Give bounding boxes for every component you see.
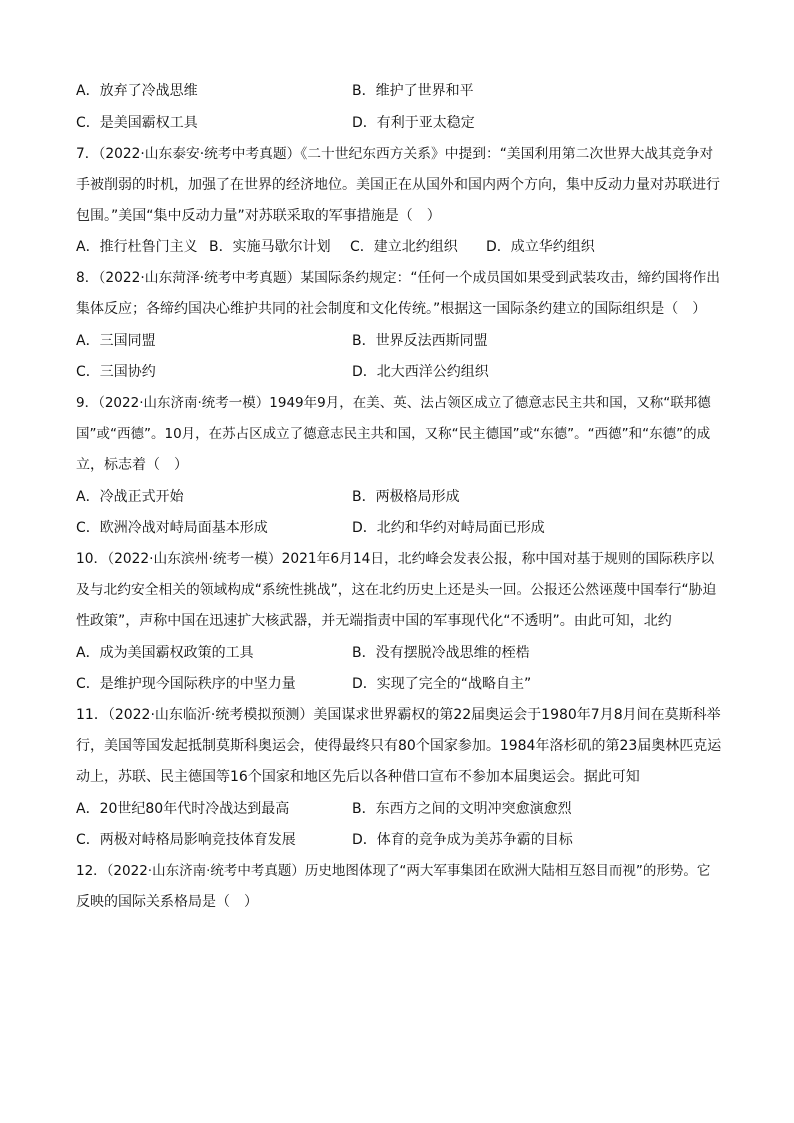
q8-stem-line-1: 8．（2022·山东菏泽·统考中考真题）某国际条约规定：“任何一个成员国如果受到武装攻击，缔约国将作出 — [76, 270, 720, 286]
q11-stem-line-1: 11．（2022·山东临沂·统考模拟预测）美国谋求世界霸权的第22届奥运会于1980年7月8月间在莫斯科举 — [76, 707, 721, 723]
q9-stem-line-2: 国”或“西德”。10月，在苏占区成立了德意志民主共和国，又称“民主德国”或“东德”。“西德”和“东德”的成 — [76, 426, 711, 442]
q7-stem-line-2: 手被削弱的时机，加强了在世界的经济地位。美国正在从国外和国内两个方向，集中反动力量对苏联进行 — [76, 177, 720, 193]
q10-option-d: D．实现了完全的“战略自主” — [352, 676, 532, 692]
q6-option-b: B．维护了世界和平 — [352, 83, 474, 99]
q7-option-c: C．建立北约组织 — [350, 239, 458, 255]
q8-option-c: C．三国协约 — [76, 364, 156, 380]
q10-option-a: A．成为美国霸权政策的工具 — [76, 645, 254, 661]
q9-option-c: C．欧洲冷战对峙局面基本形成 — [76, 520, 268, 536]
q7-option-b: B．实施马歇尔计划 — [209, 239, 331, 255]
q9-options-row-1 — [76, 487, 721, 507]
q6-option-c: C．是美国霸权工具 — [76, 115, 198, 131]
q11-options-row-1 — [76, 799, 721, 819]
q12-stem-line-2: 反映的国际关系格局是（ ） — [76, 894, 258, 910]
q7-options-row — [76, 237, 721, 257]
q8-option-d: D．北大西洋公约组织 — [352, 364, 489, 380]
q10-stem-line-1: 10．（2022·山东滨州·统考一模）2021年6月14日，北约峰会发表公报，称中国对基于规则的国际秩序以 — [76, 551, 715, 567]
q6-option-d: D．有利于亚太稳定 — [352, 115, 475, 131]
q10-option-b: B．没有摆脱冷战思维的桎梏 — [352, 645, 530, 661]
q11-option-d: D．体育的竞争成为美苏争霸的目标 — [352, 832, 573, 848]
q11-stem-line-3: 动上，苏联、民主德国等16个国家和地区先后以各种借口宣布不参加本届奥运会。据此可知 — [76, 769, 640, 785]
q6-options-row-2 — [76, 113, 721, 133]
q8-option-a: A．三国同盟 — [76, 333, 156, 349]
q9-option-a: A．冷战正式开始 — [76, 489, 184, 505]
q6-options-row-1 — [76, 81, 721, 101]
q8-option-b: B．世界反法西斯同盟 — [352, 333, 488, 349]
q9-option-b: B．两极格局形成 — [352, 489, 460, 505]
q7-stem-line-1: 7．（2022·山东泰安·统考中考真题）《二十世纪东西方关系》中提到：“美国利用第二次世界大战其竞争对 — [76, 146, 714, 162]
q11-option-a: A．20世纪80年代时冷战达到最高 — [76, 801, 290, 817]
q9-stem-line-1: 9．（2022·山东济南·统考一模）1949年9月，在美、英、法占领区成立了德意志民主共和国，又称“联邦德 — [76, 395, 711, 411]
q10-stem-line-2: 及与北约安全相关的领域构成“系统性挑战”，这在北约历史上还是头一回。公报还公然诬蔑中国奉行“胁迫 — [76, 582, 717, 598]
q11-option-b: B．东西方之间的文明冲突愈演愈烈 — [352, 801, 572, 817]
q7-option-d: D．成立华约组织 — [486, 239, 595, 255]
q8-options-row-2 — [76, 362, 721, 382]
q11-options-row-2 — [76, 830, 721, 850]
q10-option-c: C．是维护现今国际秩序的中坚力量 — [76, 676, 296, 692]
q8-stem-line-2: 集体反应；各缔约国决心维护共同的社会制度和文化传统。”根据这一国际条约建立的国际组织是（ ） — [76, 301, 707, 317]
q9-stem-line-3: 立，标志着（ ） — [76, 457, 188, 473]
q6-option-a: A．放弃了冷战思维 — [76, 83, 198, 99]
q7-stem-line-3: 包围。”美国“集中反动力量”对苏联采取的军事措施是（ ） — [76, 208, 441, 224]
q10-options-row-2 — [76, 674, 721, 694]
q12-stem-line-1: 12．（2022·山东济南·统考中考真题）历史地图体现了“两大军事集团在欧洲大陆相互怒目而视”的形势。它 — [76, 863, 711, 879]
q9-options-row-2 — [76, 518, 721, 538]
q10-stem-line-3: 性政策”，声称中国在迅速扩大核武器，并无端指责中国的军事现代化“不透明”。由此可知，北约 — [76, 613, 672, 629]
q8-options-row-1 — [76, 331, 721, 351]
q10-options-row-1 — [76, 643, 721, 663]
q11-option-c: C．两极对峙格局影响竞技体育发展 — [76, 832, 296, 848]
q7-option-a: A．推行杜鲁门主义 — [76, 239, 198, 255]
q11-stem-line-2: 行，美国等国发起抵制莫斯科奥运会，使得最终只有80个国家参加。1984年洛杉矶的第23届奥林匹克运 — [76, 738, 722, 754]
q9-option-d: D．北约和华约对峙局面已形成 — [352, 520, 545, 536]
